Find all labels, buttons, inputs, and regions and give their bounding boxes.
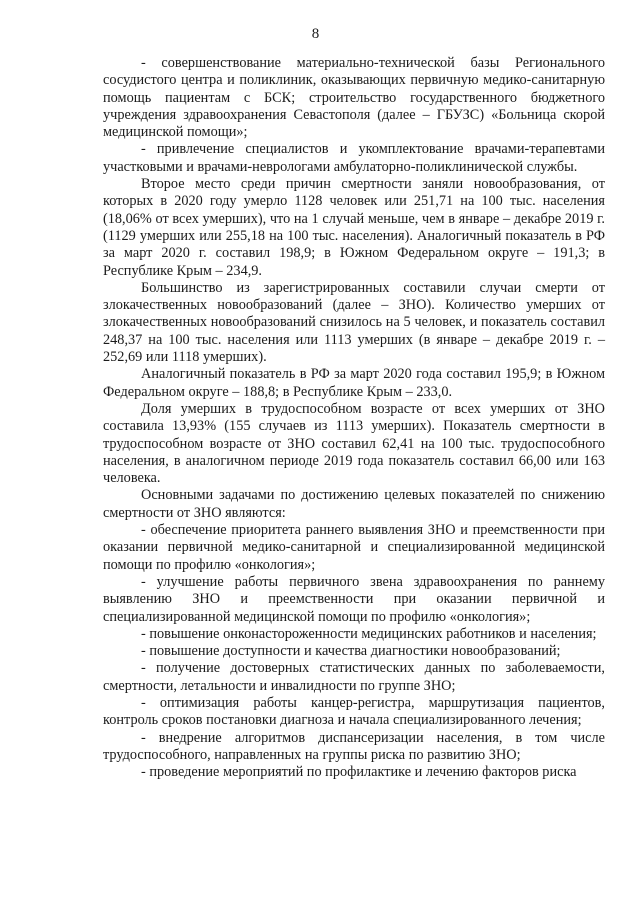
paragraph: Доля умерших в трудоспособном возрасте от всех умерших от ЗНО составила 13,93% (155 случаев из 1113 умерших). Показатель смертности в трудоспособном возрасте от ЗНО составил 62,41 на 100 тыс. трудоспособного населения, в аналогичном периоде 2019 года показатель составил 66,00 или 163 человека. xyxy=(103,400,605,487)
paragraph: - повышение онконастороженности медицинских работников и населения; xyxy=(141,625,597,642)
paragraph: - улучшение работы первичного звена здравоохранения по раннему выявлению ЗНО и преемственности при оказании первичной и специализированной медицинской помощи по профилю «онкология»; xyxy=(103,573,605,625)
paragraph: - совершенствование материально-технической базы Регионального сосудистого центра и поликлиник, оказывающих первичную медико-санитарную помощь пациентам с БСК; строительство государственного бюджетного учреждения здравоохранения Севастополя (далее – ГБУЗС) «Больница скорой медицинской помощи»; xyxy=(103,55,605,141)
paragraph: - внедрение алгоритмов диспансеризации населения, в том числе трудоспособного, направленных на группы риска по развитию ЗНО; xyxy=(103,729,605,763)
paragraph: Основными задачами по достижению целевых показателей по снижению смертности от ЗНО являются: xyxy=(103,487,605,521)
paragraph: Большинство из зарегистрированных составили случаи смерти от злокачественных новообразований (далее – ЗНО). Количество умерших от злокачественных новообразований снизилось на 5 человек, и показатель составил 248,37 на 100 тыс. населения или 1113 умерших (в январе – декабре 2019 г. – 252,69 или 1118 умерших). xyxy=(103,279,605,366)
paragraph: Аналогичный показатель в РФ за март 2020 года составил 195,9; в Южном Федеральном округе – 188,8; в Республике Крым – 233,0. xyxy=(103,366,605,400)
page-number: 8 xyxy=(311,26,320,42)
paragraph: - повышение доступности и качества диагностики новообразований; xyxy=(141,643,561,660)
paragraph: - проведение мероприятий по профилактике и лечению факторов риска xyxy=(141,764,577,781)
paragraph: - оптимизация работы канцер-регистра, маршрутизация пациентов, контроль сроков постановки диагноза и начала специализированного лечения; xyxy=(103,694,605,729)
paragraph: - обеспечение приоритета раннего выявления ЗНО и преемственности при оказании первичной медико-санитарной и специализированной медицинской помощи по профилю «онкология»; xyxy=(103,522,605,573)
paragraph: Второе место среди причин смертности заняли новообразования, от которых в 2020 году умерло 1128 человек или 251,71 на 100 тыс. населения (18,06% от всех умерших), что на 1 случай меньше, чем в январе – декабре 2019 г. (1129 умерших или 255,18 на 100 тыс. населения). Аналогичный показатель в РФ за март 2020 г. составил 198,9; в Южном Федеральном округе – 191,3; в Республике Крым – 234,9. xyxy=(103,176,605,279)
paragraph: - получение достоверных статистических данных по заболеваемости, смертности, летальности и инвалидности по группе ЗНО; xyxy=(103,660,605,694)
document-body xyxy=(103,55,605,781)
paragraph: - привлечение специалистов и укомплектование врачами-терапевтами участковыми и врачами-неврологами амбулаторно-поликлинической службы. xyxy=(103,141,605,175)
